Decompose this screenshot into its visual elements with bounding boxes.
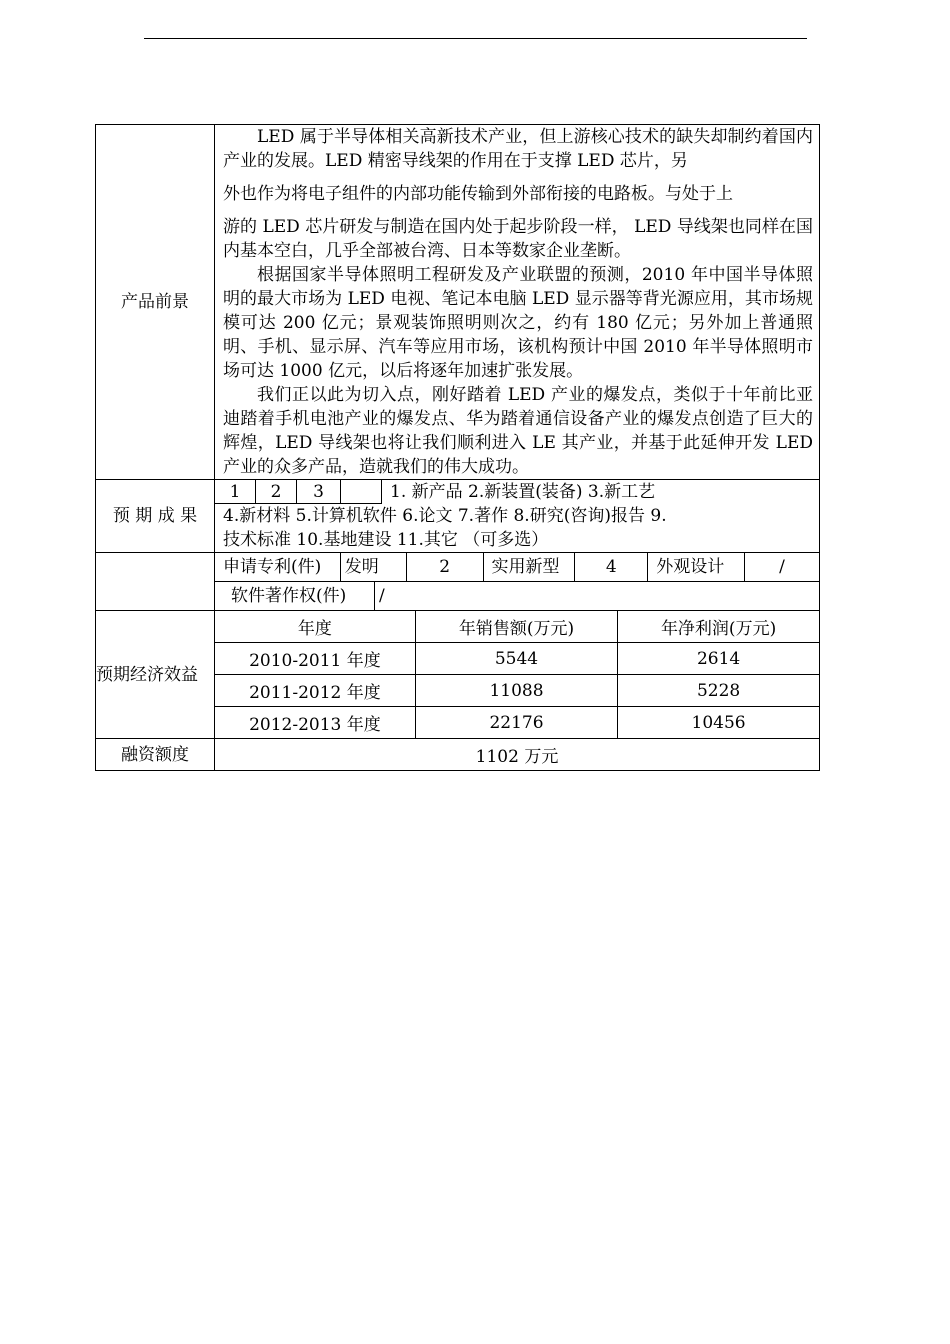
design-label: 外观设计	[648, 553, 745, 581]
patent-apply-label: 申请专利(件)	[215, 553, 341, 581]
table-row	[215, 707, 819, 739]
patents-row	[96, 553, 820, 611]
patents-cell	[215, 553, 820, 611]
code-box	[341, 480, 382, 504]
patent-row-1	[215, 553, 819, 582]
financing-label: 融资额度	[96, 739, 215, 771]
code-box: 2	[256, 480, 297, 504]
table-row	[215, 675, 819, 707]
invention-count: 2	[407, 553, 484, 581]
results-cell	[215, 480, 820, 553]
economic-table	[215, 611, 819, 738]
utility-model-label: 实用新型	[484, 553, 576, 581]
profit-header: 年净利润(万元)	[618, 611, 819, 643]
year-cell: 2010-2011 年度	[215, 643, 415, 675]
economic-cell	[215, 611, 820, 739]
profit-cell: 2614	[618, 643, 819, 675]
prospect-label: 产品前景	[96, 125, 215, 480]
code-box: 3	[297, 480, 341, 504]
prospect-row	[96, 125, 820, 480]
year-cell: 2011-2012 年度	[215, 675, 415, 707]
table-row	[215, 643, 819, 675]
invention-label: 发明	[341, 553, 407, 581]
patents-label	[96, 553, 215, 611]
results-options-line-1: 1. 新产品 2.新装置(装备) 3.新工艺	[390, 482, 656, 502]
prospect-paragraph-3: 我们正以此为切入点，刚好踏着 LED 产业的爆发点，类似于十年前比亚迪踏着手机电池产业的爆发点、华为踏着通信设备产业的爆发点创造了巨大的辉煌，LED 导线架也将让我们顺利进入 LE 其产业，并基于此延伸开发 LED 产业的众多产品，造就我们的伟大成功。	[223, 385, 813, 477]
year-header: 年度	[215, 611, 415, 643]
results-code-boxes	[215, 480, 382, 504]
sales-cell: 5544	[415, 643, 617, 675]
patent-row-2	[215, 582, 819, 610]
profit-cell: 5228	[618, 675, 819, 707]
prospect-text	[215, 125, 820, 480]
prospect-paragraph-1: LED 属于半导体相关高新技术产业，但上游核心技术的缺失却制约着国内产业的发展。LED 精密导线架的作用在于支撑 LED 芯片，另 外也作为将电子组件的内部功能传输到外部衔接的电路板。与处于上 游的 LED 芯片研发与制造在国内处于起步阶段一样， LED 导线架也同样在国内基本空白，几乎全部被台湾、日本等数家企业垄断。	[223, 127, 813, 261]
results-first-line	[215, 480, 819, 504]
financing-row	[96, 739, 820, 771]
utility-model-count: 4	[575, 553, 648, 581]
results-row	[96, 480, 820, 553]
economic-header-row	[215, 611, 819, 643]
design-count: /	[779, 557, 785, 577]
prospect-paragraph-2: 根据国家半导体照明工程研发及产业联盟的预测，2010 年中国半导体照明的最大市场为 LED 电视、笔记本电脑 LED 显示器等背光源应用，其市场规模可达 200 亿元；景观装饰照明则次之，约有 180 亿元；另外加上普通照明、手机、显示屏、汽车等应用市场，该机构预计中国 2010 年半导体照明市场可达 1000 亿元，以后将逐年加速扩张发展。	[223, 265, 813, 381]
sales-header: 年销售额(万元)	[415, 611, 617, 643]
economic-row	[96, 611, 820, 739]
sales-cell: 22176	[415, 707, 617, 739]
sales-cell: 11088	[415, 675, 617, 707]
financing-value: 1102 万元	[215, 739, 820, 771]
code-box: 1	[215, 480, 256, 504]
header-rule	[144, 38, 807, 39]
results-options-line-2: 4.新材料 5.计算机软件 6.论文 7.著作 8.研究(咨询)报告 9.	[223, 506, 667, 526]
software-copyright-count: /	[379, 586, 385, 606]
year-cell: 2012-2013 年度	[215, 707, 415, 739]
project-form-table	[95, 124, 820, 771]
profit-cell: 10456	[691, 712, 746, 733]
results-label: 预 期 成 果	[96, 480, 215, 553]
results-options-line-3: 技术标准 10.基地建设 11.其它 （可多选）	[223, 530, 549, 550]
software-copyright-label: 软件著作权(件)	[215, 582, 375, 610]
economic-label: 预期经济效益	[96, 611, 215, 739]
